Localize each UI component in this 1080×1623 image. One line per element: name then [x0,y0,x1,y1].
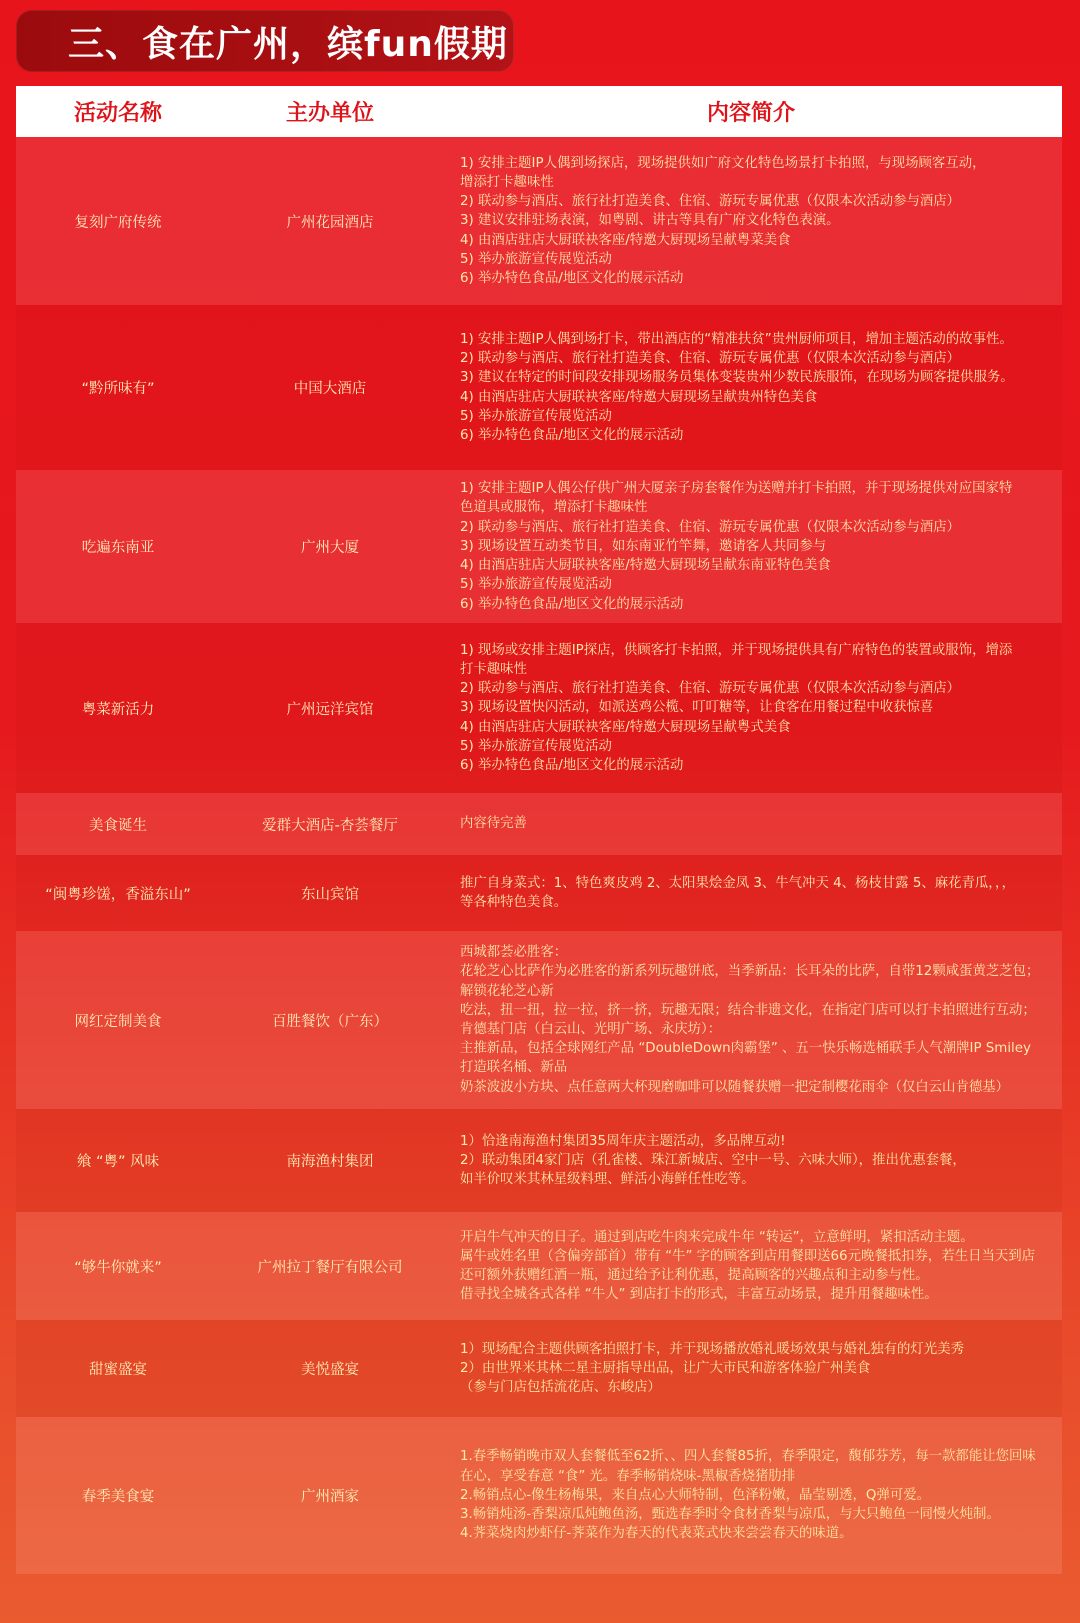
activity-name-cell: 吃遍东南亚 [81,540,155,556]
description-line: 主推新品，包括全球网红产品 “DoubleDown肉霸堡” 、五一快乐畅选桶联手人气潮牌IP Smiley [460,1041,1031,1057]
table-body [16,137,1062,1574]
description-line: 推广自身菜式：1、特色爽皮鸡 2、太阳果烩金凤 3、牛气冲天 4、杨枝甘露 5、麻花青瓜，，， [460,875,1016,891]
description-line: 6) 举办特色食品/地区文化的展示活动 [460,271,684,286]
organizer-cell: 广州花园酒店 [286,214,374,231]
activity-name-cell: “黔所味有” [81,381,155,397]
description-line: 花轮芝心比萨作为必胜客的新系列玩趣饼底，当季新品：长耳朵的比萨，自带12颗咸蛋黄芝芝包； [460,964,1040,980]
description-line: 3) 现场设置互动类节目，如东南亚竹竿舞，邀请客人共同参与 [460,538,827,554]
section-title-banner [16,10,514,72]
description-line: 1.春季畅销晚市双人套餐低至62折、、四人套餐85折，春季限定，馥郁芬芳，每一款都能让您回味 [460,1449,1036,1465]
description-line: 6) 举办特色食品/地区文化的展示活动 [460,758,684,773]
table-row [16,1212,1062,1320]
description-line: 增添打卡趣味性 [460,174,554,190]
description-line: 6) 举办特色食品/地区文化的展示活动 [460,596,684,612]
description-cell [440,1228,1062,1305]
description-line: 6) 举办特色食品/地区文化的展示活动 [460,427,684,443]
description-line: 还可额外获赠红酒一瓶，通过给予让利优惠，提高顾客的兴趣点和主动参与性。 [460,1268,929,1283]
table-row [16,470,1062,623]
description-line: 内容待完善 [460,816,527,832]
description-line: 开启牛气冲天的日子。通过到店吃牛肉来完成牛年 “转运”，立意鲜明，紧扣活动主题。 [460,1229,974,1245]
activity-name-cell: 春季美食宴 [81,1489,155,1505]
table-row [16,793,1062,855]
organizer-cell: 南海渔村集团 [286,1154,374,1170]
activity-name-cell: 美食诞生 [89,817,147,834]
organizer-cell: 广州远洋宾馆 [286,701,374,718]
description-line: 4.荠菜烧肉炒虾仔-荠菜作为春天的代表菜式快来尝尝春天的味道。 [460,1526,853,1542]
activity-name-cell: “闽粤珍馐，香溢东山” [45,886,191,903]
description-line: 打卡趣味性 [460,661,527,677]
description-line: 3.畅销炖汤-香梨凉瓜炖鲍鱼汤，甄选春季时令食材香梨与凉瓜，与大只鲍鱼一同慢火炖制。 [460,1507,1000,1523]
description-line: 2) 联动参与酒店、旅行社打造美食、住宿、游玩专属优惠（仅限本次活动参与酒店） [460,681,961,697]
activity-name-cell: 网红定制美食 [74,1013,162,1030]
description-line: 1) 安排主题IP人偶到场打卡，带出酒店的“精准扶贫”贵州厨师项目，增加主题活动的故事性。 [460,331,1013,347]
description-cell [440,814,1062,833]
activity-name-cell: 飨 “粤” 风味 [76,1154,160,1170]
description-line: 4) 由酒店驻店大厨联袂客座/特邀大厨现场呈献粤式美食 [460,719,791,735]
organizer-cell: 百胜餐饮（广东） [272,1013,388,1030]
table-row [16,1109,1062,1212]
header-activity-name: 活动名称 [73,101,162,126]
table-row [16,1417,1062,1574]
description-line: 5) 举办旅游宣传展览活动 [460,408,612,424]
header-description: 内容简介 [706,101,795,126]
description-cell [440,1340,1062,1398]
activity-table [16,86,1062,1574]
section-title: 三、食在广州，缤fun假期 [68,23,508,65]
description-line: 1) 安排主题IP人偶到场探店，现场提供如广府文化特色场景打卡拍照，与现场顾客互动， [460,155,986,171]
description-line: 1) 现场或安排主题IP探店，供顾客打卡拍照，并于现场提供具有广府特色的装置或服饰，增添 [460,642,1013,658]
description-line: 3) 现场设置快闪活动，如派送鸡公榄、叮叮糖等，让食客在用餐过程中收获惊喜 [460,700,934,716]
description-line: 在心，享受春意 “食” 光。春季畅销烧味-黑椒香烧猪肋排 [460,1468,796,1484]
description-line: 2）联动集团4家门店（孔雀楼、珠江新城店、空中一号、六味大师），推出优惠套餐， [460,1152,966,1168]
description-line: 5) 举办旅游宣传展览活动 [460,251,612,267]
description-line: 2) 联动参与酒店、旅行社打造美食、住宿、游玩专属优惠（仅限本次活动参与酒店） [460,519,961,535]
description-cell [440,874,1062,912]
activity-name-cell: 甜蜜盛宴 [89,1362,147,1378]
organizer-cell: 美悦盛宴 [301,1362,359,1378]
description-line: 解锁花轮芝心新 [460,983,554,999]
table-row [16,1320,1062,1417]
description-line: 2.畅销点心-像生杨梅果，来自点心大师特制，色泽粉嫩，晶莹剔透，Q弹可爱。 [460,1487,931,1503]
description-line: 2) 联动参与酒店、旅行社打造美食、住宿、游玩专属优惠（仅限本次活动参与酒店） [460,351,961,367]
organizer-cell: 东山宾馆 [301,886,359,903]
table-row [16,855,1062,931]
description-line: 1）恰逢南海渔村集团35周年庆主题活动，多品牌互动! [460,1133,786,1149]
description-line: 1) 安排主题IP人偶公仔供广州大厦亲子房套餐作为送赠并打卡拍照，并于现场提供对应国家特 [460,481,1013,497]
description-line: 3) 建议安排驻场表演，如粤剧、讲古等具有广府文化特色表演。 [460,213,840,229]
description-line: 西城都荟必胜客： [460,945,568,961]
description-cell [440,943,1062,1097]
header-organizer: 主办单位 [285,101,374,126]
description-line: 色道具或服饰，增添打卡趣味性 [460,500,648,516]
description-line: 3) 建议在特定的时间段安排现场服务员集体变装贵州少数民族服饰，在现场为顾客提供服务。 [460,370,1014,386]
organizer-cell: 广州酒家 [301,1489,359,1505]
table-header [16,86,1062,137]
description-line: 属牛或姓名里（含偏旁部首）带有 “牛” 字的顾客到店用餐即送66元晚餐抵扣券，若生日当天到店 [460,1248,1036,1264]
description-line: 5) 举办旅游宣传展览活动 [460,577,612,593]
organizer-cell: 中国大酒店 [293,381,367,397]
organizer-cell: 广州大厦 [301,540,359,556]
description-cell [440,1447,1062,1543]
table-row [16,623,1062,793]
activity-name-cell: 复刻广府传统 [74,214,162,231]
table-row [16,305,1062,470]
description-line: 4) 由酒店驻店大厨联袂客座/特邀大厨现场呈献贵州特色美食 [460,389,818,405]
description-line: 5) 举办旅游宣传展览活动 [460,738,612,754]
description-cell [440,1132,1062,1190]
description-line: 2) 联动参与酒店、旅行社打造美食、住宿、游玩专属优惠（仅限本次活动参与酒店） [460,194,961,210]
description-line: 打造联名桶、新品 [460,1060,568,1076]
description-line: 奶茶波波小方块、点任意两大杯现磨咖啡可以随餐获赠一把定制樱花雨伞（仅白云山肯德基） [460,1079,1010,1095]
description-line: 等各种特色美食。 [460,895,568,910]
activity-name-cell: “够牛你就来” [74,1259,162,1276]
description-cell [440,479,1062,613]
description-line: （参与门店包括流花店、东峻店） [460,1380,661,1396]
description-line: 4) 由酒店驻店大厨联袂客座/特邀大厨现场呈献粤菜美食 [460,232,791,248]
description-line: 借寻找全城各式各样 “牛人” 到店打卡的形式，丰富互动场景，提升用餐趣味性。 [460,1287,938,1303]
organizer-cell: 广州拉丁餐厅有限公司 [257,1259,403,1276]
table-row [16,931,1062,1109]
description-line: 4) 由酒店驻店大厨联袂客座/特邀大厨现场呈献东南亚特色美食 [460,558,831,574]
description-line: 1）现场配合主题供顾客拍照打卡，并于现场播放婚礼暖场效果与婚礼独有的灯光美秀 [460,1341,964,1357]
description-cell [440,154,1062,288]
description-cell [440,641,1062,775]
description-cell [440,330,1062,445]
description-line: 肯德基门店（白云山、光明广场、永庆坊）： [460,1022,722,1037]
description-line: 吃法，扭一扭，拉一拉，挤一挤，玩趣无限；结合非遗文化，在指定门店可以打卡拍照进行互动； [460,1002,1036,1018]
activity-name-cell: 粤菜新活力 [81,701,155,718]
organizer-cell: 爱群大酒店-杏荟餐厅 [262,817,398,834]
table-row [16,137,1062,305]
description-line: 如半价叹米其林星级料理、鲜活小海鲜任性吃等。 [460,1172,755,1188]
description-line: 2）由世界米其林二星主厨指导出品，让广大市民和游客体验广州美食 [460,1360,871,1376]
